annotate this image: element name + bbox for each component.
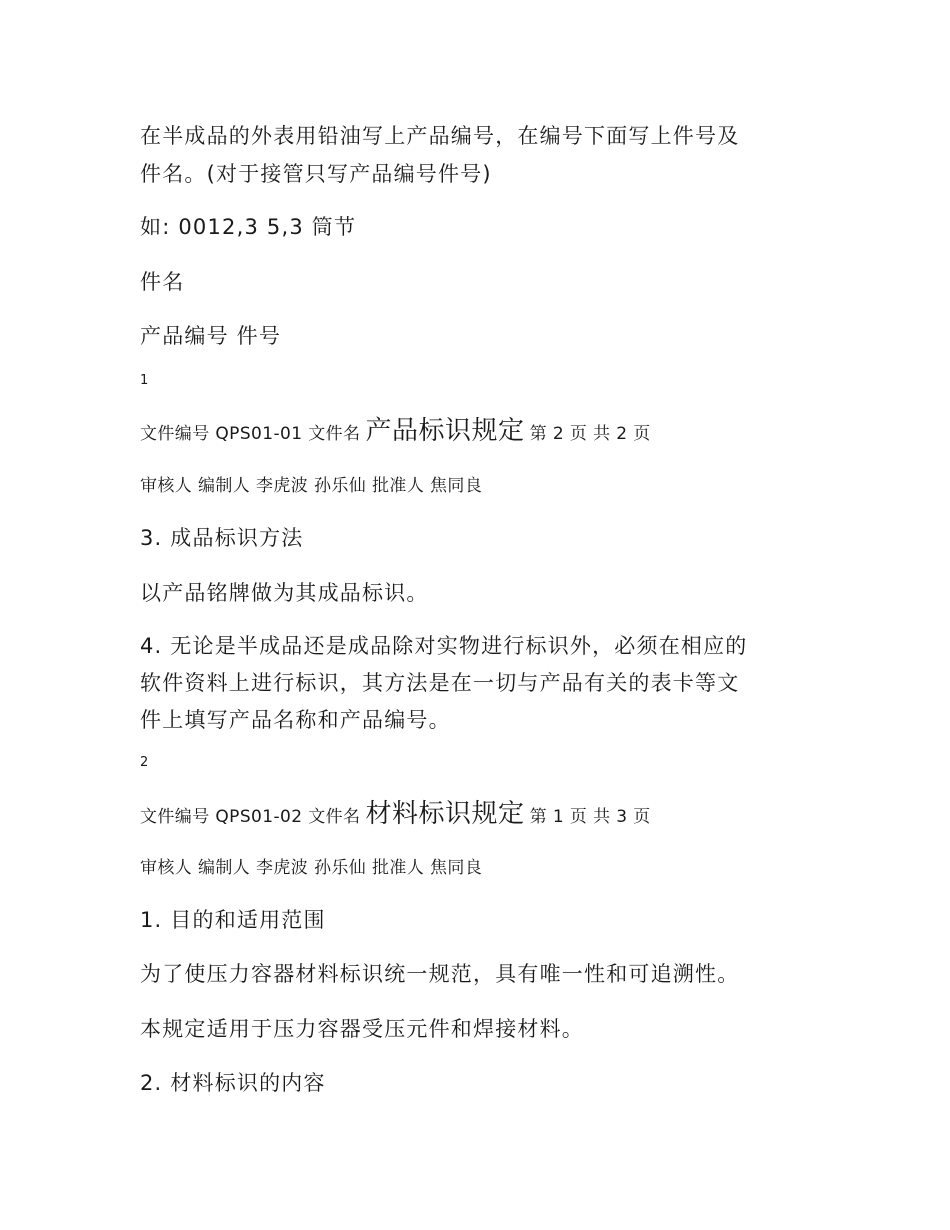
section-body: 本规定适用于压力容器受压元件和焊接材料。 — [140, 1017, 584, 1041]
section-heading: 2. 材料标识的内容 — [140, 1071, 326, 1095]
section-heading: 3. 成品标识方法 — [140, 526, 304, 550]
page-info: 第 2 页 共 2 页 — [529, 424, 651, 444]
section-heading: 1. 目的和适用范围 — [140, 908, 326, 932]
paragraph-line: 件上填写产品名称和产品编号。 — [140, 708, 451, 732]
label-product-codes: 产品编号 件号 — [140, 324, 282, 348]
page-number: 2 — [140, 755, 149, 770]
paragraph-line: 在半成品的外表用铅油写上产品编号，在编号下面写上件号及 — [140, 124, 740, 148]
doc-header — [140, 793, 651, 830]
page-info: 第 1 页 共 3 页 — [529, 807, 651, 827]
signers-line: 审核人 编制人 李虎波 孙乐仙 批准人 焦同良 — [140, 858, 483, 878]
doc-title: 材料标识规定 — [365, 799, 525, 829]
doc-number-label: 文件编号 QPS01-01 文件名 — [140, 424, 361, 444]
doc-number-label: 文件编号 QPS01-02 文件名 — [140, 807, 361, 827]
paragraph-line: 软件资料上进行标识，其方法是在一切与产品有关的表卡等文 — [140, 671, 740, 695]
doc-header — [140, 410, 651, 447]
signers-line: 审核人 编制人 李虎波 孙乐仙 批准人 焦同良 — [140, 476, 483, 496]
section-body: 以产品铭牌做为其成品标识。 — [140, 581, 429, 605]
example-line: 如: 0012,3 5,3 筒节 — [140, 215, 357, 239]
doc-title: 产品标识规定 — [365, 416, 525, 446]
section-body: 为了使压力容器材料标识统一规范，具有唯一性和可追溯性。 — [140, 962, 740, 986]
paragraph-line: 件名。(对于接管只写产品编号件号) — [140, 162, 492, 186]
page-number: 1 — [140, 373, 149, 388]
label-part-name: 件名 — [140, 270, 185, 294]
paragraph-line: 4. 无论是半成品还是成品除对实物进行标识外，必须在相应的 — [140, 634, 748, 658]
